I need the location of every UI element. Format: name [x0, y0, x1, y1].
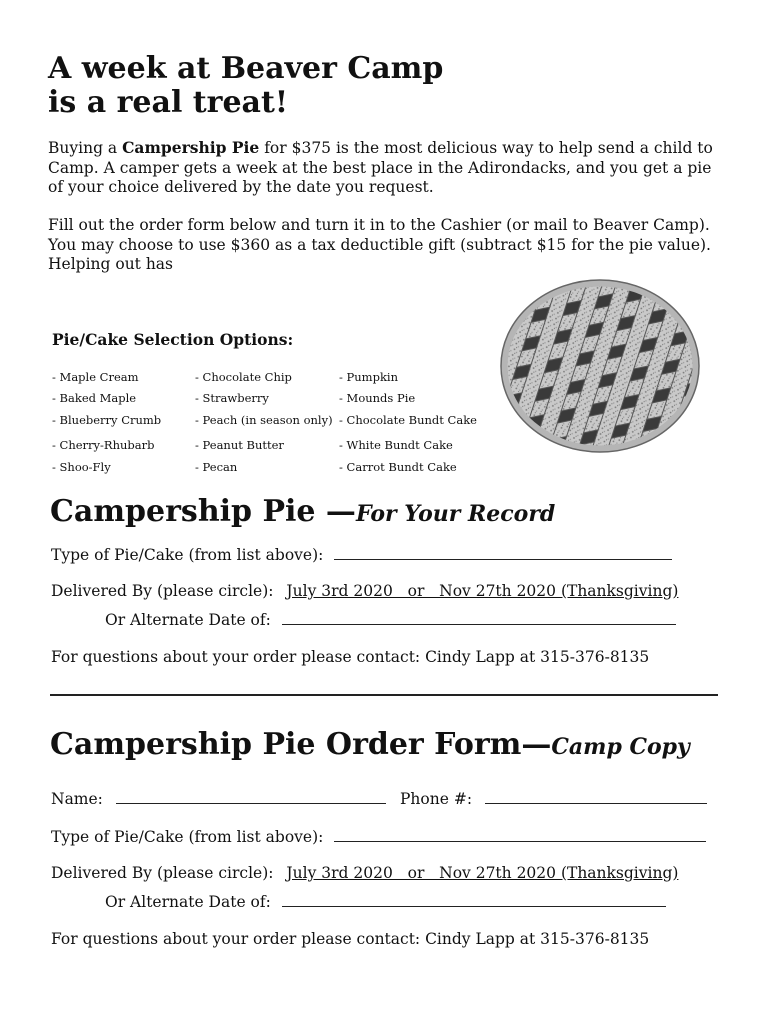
order-alternate-field[interactable] — [282, 890, 666, 907]
headline-line-2: is a real treat! — [48, 85, 288, 120]
intro-pre: Buying a — [48, 139, 123, 157]
cut-line-divider — [50, 694, 718, 696]
order-name-field[interactable] — [116, 787, 386, 804]
record-alternate-row — [105, 608, 676, 629]
order-subtitle: Camp Copy — [551, 734, 690, 760]
order-alternate-row — [105, 890, 666, 911]
intro-post: for $375 is the most delicious way to help send a child to Camp. A camper gets a week at the best place in the Adirondacks, and you get a pie of your choice delivered by the date you request. — [48, 139, 713, 196]
order-phone-field[interactable] — [485, 787, 707, 804]
record-type-label: Type of Pie/Cake (from list above): — [51, 546, 324, 564]
option-item: - Chocolate Chip — [195, 370, 292, 384]
record-type-row — [51, 543, 672, 564]
option-item: - Cherry-Rhubarb — [52, 438, 155, 452]
record-type-field[interactable] — [334, 543, 672, 560]
order-title: Campership Pie Order Form— — [50, 727, 552, 762]
record-delivered-row — [51, 582, 678, 600]
option-item: - Blueberry Crumb — [52, 413, 162, 427]
intro-paragraph — [48, 138, 728, 198]
order-delivered-row — [51, 864, 678, 882]
record-alternate-field[interactable] — [282, 608, 676, 625]
order-name-row — [51, 787, 386, 808]
options-title: Pie/Cake Selection Options: — [52, 330, 294, 349]
option-item: - Peach (in season only) — [195, 413, 333, 427]
order-delivered-options[interactable]: July 3rd 2020 or Nov 27th 2020 (Thanksgiving) — [286, 864, 679, 882]
order-name-label: Name: — [51, 790, 103, 808]
option-item: - Pumpkin — [339, 370, 399, 384]
option-item: - Strawberry — [195, 391, 269, 405]
option-item: - Shoo-Fly — [52, 460, 111, 474]
order-phone-label: Phone #: — [400, 790, 473, 808]
record-subtitle: For Your Record — [355, 501, 556, 527]
option-item: - Peanut Butter — [195, 438, 284, 452]
order-type-label: Type of Pie/Cake (from list above): — [51, 828, 324, 846]
order-type-field[interactable] — [334, 825, 706, 842]
option-item: - White Bundt Cake — [339, 438, 453, 452]
option-item: - Mounds Pie — [339, 391, 416, 405]
option-item: - Pecan — [195, 460, 238, 474]
instructions-paragraph: Fill out the order form below and turn it in to the Cashier (or mail to Beaver Camp). You may choose to use $360 as a tax deductible gift (subtract $15 for the pie value). Helping out has — [48, 216, 711, 273]
order-alternate-label: Or Alternate Date of: — [105, 893, 271, 911]
order-delivered-label: Delivered By (please circle): — [51, 864, 274, 882]
record-contact: For questions about your order please contact: Cindy Lapp at 315-376-8135 — [51, 648, 650, 666]
option-item: - Carrot Bundt Cake — [339, 460, 457, 474]
record-section-title — [50, 494, 555, 529]
order-contact: For questions about your order please contact: Cindy Lapp at 315-376-8135 — [51, 930, 650, 948]
record-delivered-options[interactable]: July 3rd 2020 or Nov 27th 2020 (Thanksgiving) — [286, 582, 679, 600]
option-item: - Chocolate Bundt Cake — [339, 413, 477, 427]
order-phone-row — [400, 787, 707, 808]
headline-line-1: A week at Beaver Camp — [48, 51, 444, 86]
lattice-pie-icon — [500, 279, 700, 454]
record-alternate-label: Or Alternate Date of: — [105, 611, 271, 629]
record-title: Campership Pie — — [50, 494, 356, 529]
order-type-row — [51, 825, 706, 846]
option-item: - Maple Cream — [52, 370, 139, 384]
intro-bold: Campership Pie — [122, 138, 260, 157]
record-delivered-label: Delivered By (please circle): — [51, 582, 274, 600]
order-section-title — [50, 727, 690, 762]
option-item: - Baked Maple — [52, 391, 137, 405]
page-headline — [48, 52, 443, 120]
